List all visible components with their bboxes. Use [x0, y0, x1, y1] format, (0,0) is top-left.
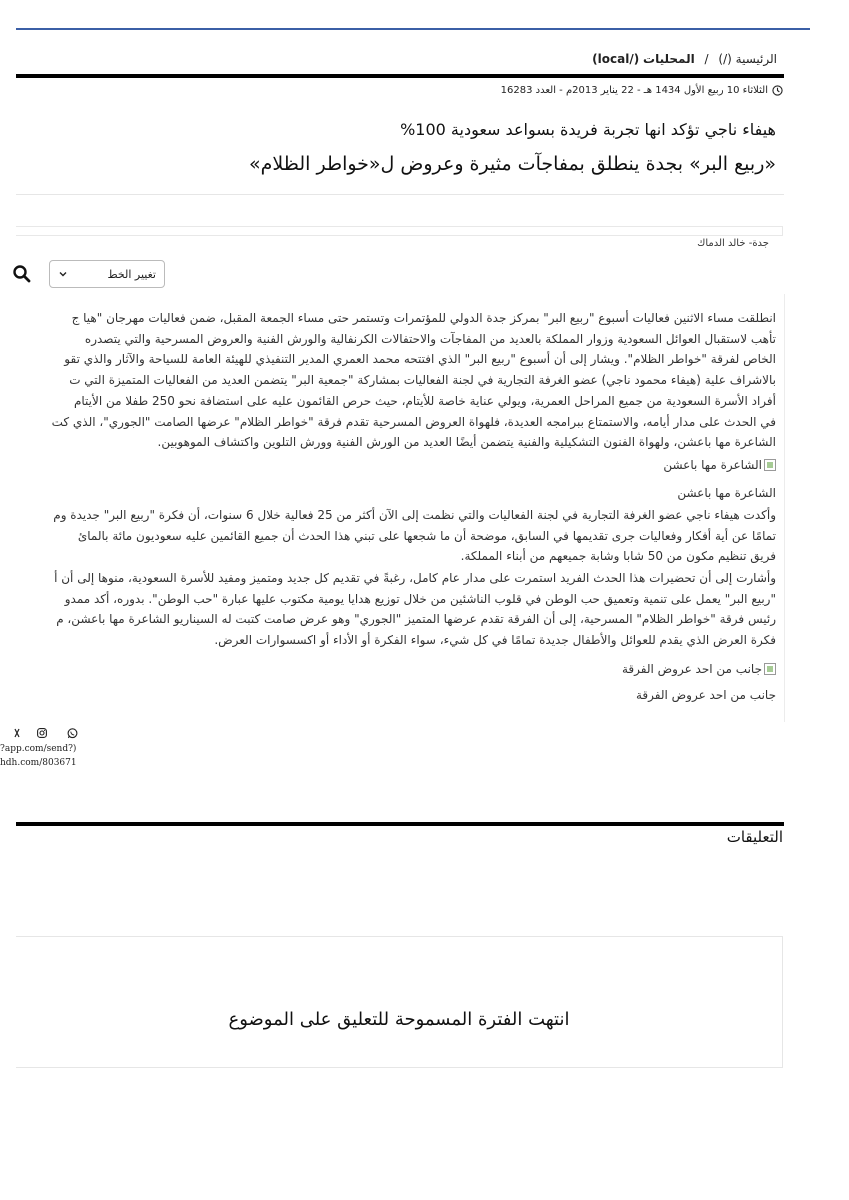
- author-byline: جدة- خالد الدماك: [697, 238, 769, 249]
- comments-closed-message: انتهت الفترة المسموحة للتعليق على الموضوع: [228, 1009, 570, 1030]
- title-divider: [16, 194, 784, 195]
- article-subtitle: هيفاء ناجي تؤكد انها تجربة فريدة بسواعد سعودية 100%: [400, 120, 776, 139]
- chevron-down-icon: [58, 269, 68, 279]
- clock-icon: [772, 85, 783, 96]
- comments-closed-box: [16, 936, 783, 1068]
- header-divider: [16, 74, 784, 78]
- breadcrumb-separator: /: [704, 52, 709, 66]
- share-icons: [0, 728, 90, 742]
- twitter-icon[interactable]: [14, 728, 20, 741]
- comments-heading: التعليقات: [726, 828, 783, 846]
- short-link[interactable]: hdh.com/803671: [0, 758, 77, 768]
- font-select-label: تغيير الخط: [107, 267, 156, 281]
- breadcrumb: [592, 52, 777, 66]
- image-2-caption: جانب من احد عروض الفرقة: [635, 688, 776, 702]
- font-size-select[interactable]: [49, 260, 165, 288]
- comments-divider: [16, 822, 784, 826]
- whatsapp-share-link[interactable]: ?app.com/send?): [0, 744, 77, 754]
- article-title: «ربيع البر» بجدة ينطلق بمفاجآت مثيرة وعروض ل«خواطر الظلام»: [249, 153, 776, 175]
- ad-slot: [16, 226, 783, 236]
- article-body: [0, 294, 785, 722]
- date-text: الثلاثاء 10 ربيع الأول 1434 هـ - 22 يناير 2013م - العدد 16283: [500, 85, 768, 96]
- article-paragraph-3: وأشارت إلى أن تحضيرات هذا الحدث الفريد استمرت على مدار عام كامل، رغبةً في تقديم كل جديد ومتميز ومفيد للأسرة السعودية، منوها إلى أن أ "ربيع البر" يعمل على تنمية وتعميق حب الوطن في قلوب الناشئين من خلال توزيع هدايا يومية مكتوب عليها عبارة "حب الوطن". بدوره، أكد ممدو رئيس فرقة "خواطر الظلام" المسرحية، إلى أن الفرقة تقدم عرضها المتميز "الجوري" وهو عرض صامت كتبت له السيناريو الشاعرة مها باعشن، م فكرة العرض الذي يقدم للعوائل والأطفال جديدة تمامًا في كل شيء، سواء الفكرة أو الأداء أو اكسسوارات العرض.: [54, 571, 776, 648]
- top-accent-rule: [16, 28, 810, 30]
- broken-image-icon: [764, 663, 776, 675]
- share-bar: [0, 728, 100, 772]
- article-image-2: جانب من احد عروض الفرقة: [622, 662, 776, 676]
- image-1-caption: الشاعرة مها باعشن: [677, 486, 776, 500]
- article-paragraph-2: وأكدت هيفاء ناجي عضو الغرفة التجارية في لجنة الفعاليات والتي نظمت إلى الآن أكثر من 25 فعالية خلال 6 سنوات، أن فكرة "ربيع البر" جديدة وم تمامًا عن أية أفكار وفعاليات جرى تقديمها في السابق، موضحة أن ما شجعها على تبني هذا الحدث أن جميع القائمين عليه سعوديون مائة بالمائ فريق تنظيم مكون من 50 شابا وشابة جميعهم من أبناء المملكة.: [53, 508, 776, 564]
- whatsapp-icon[interactable]: [67, 728, 78, 742]
- article-paragraph-1: انطلقت مساء الاثنين فعاليات أسبوع "ربيع البر" بمركز جدة الدولي للمؤتمرات وتستمر حتى مساء الجمعة المقبل، ضمن فعاليات مهرجان "هيا ج تأهب لاستقبال العوائل السعودية وزوار المملكة بالعديد من المفاجآت والاحتفالات الكرنفالية والورش الفنية والعروض المسرحية والتي يتصدره الخاص لفرقة "خواطر الظلام". ويشار إلى أن أسبوع "ربيع البر" الذي افتتحه محمد العمري المدير التنفيذي للهيئة العامة للسياحة والآثار والذي تقو بالاشراف علية (هيفاء محمود ناجي) عضو الغرفة التجارية في لجنة الفعاليات بمشاركة "جمعية البر" يتضمن العديد من الفعاليات المتميزة التي ت أفراد الأسرة السعودية من جميع المراحل العمرية، ويولي عناية خاصة للأيتام، حيث حرص القائمون عليه على استضافة نحو 250 طفلا من الأيتام في الحدث على مدار أيامه، والاستمتاع ببرامجه العديدة، فلهواة العروض المسرحية تقدم فرقة "خواطر الظلام" عرضها الصامت "الجوري"، الذي كت الشاعرة مها باعشن، ولهواة الفنون التشكيلية والفنية يتضمن أيضًا العديد من الورش الفنية وورش التلوين واكتشاف الموهوبين.: [51, 311, 776, 450]
- instagram-icon[interactable]: [37, 728, 47, 741]
- breadcrumb-local[interactable]: المحليات (/local): [592, 52, 695, 66]
- date-line: [501, 85, 783, 96]
- zoom-search-icon[interactable]: [12, 264, 32, 284]
- breadcrumb-home[interactable]: الرئيسية (/): [718, 52, 777, 66]
- article-image-1: الشاعرة مها باعشن: [663, 458, 776, 472]
- broken-image-icon: [764, 459, 776, 471]
